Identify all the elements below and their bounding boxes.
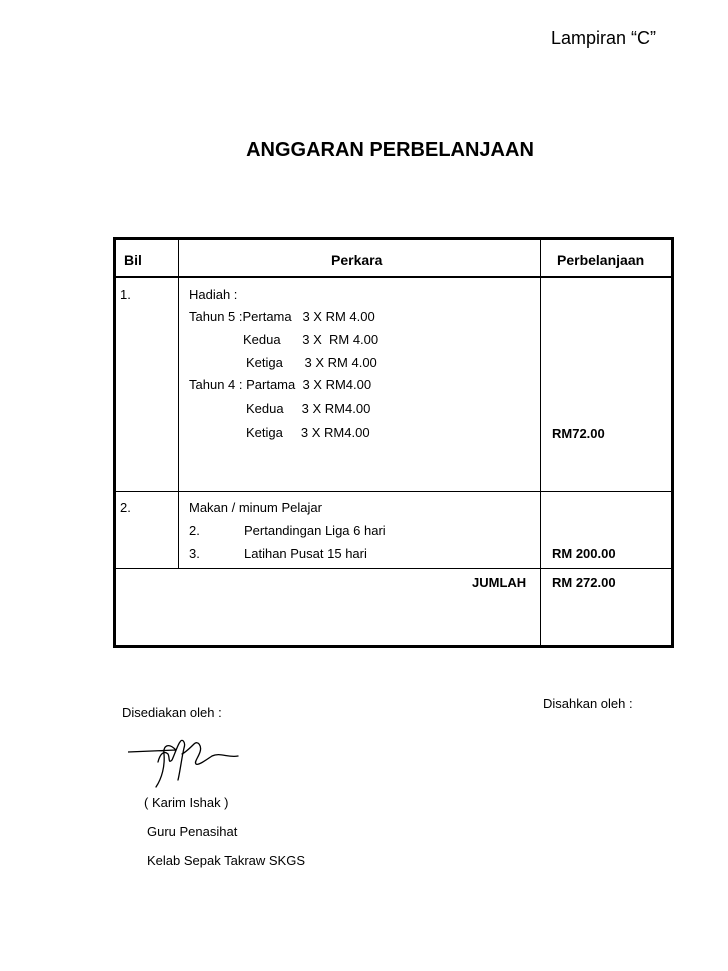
table-row-divider	[113, 491, 674, 492]
table-border-right	[671, 237, 674, 648]
prepared-by-label: Disediakan oleh :	[122, 705, 222, 720]
row2-amount: RM 200.00	[552, 546, 616, 561]
row2-item-text: Pertandingan Liga 6 hari	[244, 523, 386, 538]
table-row-divider	[113, 568, 674, 569]
row1-bil: 1.	[120, 287, 131, 302]
appendix-label: Lampiran “C”	[551, 28, 657, 48]
row1-line: Tahun 4 : Partama 3 X RM4.00	[189, 377, 372, 392]
table-header-divider	[113, 276, 674, 278]
table-border-bottom	[113, 645, 674, 648]
row2-bil: 2.	[120, 500, 131, 515]
row1-line: Ketiga 3 X RM 4.00	[246, 355, 377, 370]
row1-line: Kedua 3 X RM4.00	[246, 401, 371, 416]
header-perbelanjaan: Perbelanjaan	[557, 252, 645, 268]
table-border-left	[113, 237, 116, 648]
signatory-name: ( Karim Ishak )	[144, 795, 229, 810]
row1-amount: RM72.00	[552, 426, 605, 441]
row2-line: Makan / minum Pelajar	[189, 500, 322, 515]
row1-line: Tahun 5 :Pertama 3 X RM 4.00	[189, 309, 375, 324]
table-border-top	[113, 237, 674, 240]
total-amount: RM 272.00	[552, 575, 616, 590]
row2-item-text: Latihan Pusat 15 hari	[244, 546, 367, 561]
row1-line: Ketiga 3 X RM4.00	[246, 425, 370, 440]
header-perkara: Perkara	[331, 252, 383, 268]
signature	[128, 732, 240, 792]
table-col-divider	[540, 237, 541, 648]
signatory-position: Guru Penasihat	[147, 824, 238, 839]
total-label: JUMLAH	[472, 575, 527, 590]
header-bil: Bil	[124, 252, 142, 268]
signatory-club: Kelab Sepak Takraw SKGS	[147, 853, 306, 868]
row2-item-num: 2.	[189, 523, 200, 538]
row1-line: Kedua 3 X RM 4.00	[243, 332, 379, 347]
row2-item-num: 3.	[189, 546, 200, 561]
row1-line: Hadiah :	[189, 287, 238, 302]
approved-by-label: Disahkan oleh :	[543, 696, 633, 711]
table-col-divider	[178, 237, 179, 569]
page-title: ANGGARAN PERBELANJAAN	[246, 139, 534, 161]
